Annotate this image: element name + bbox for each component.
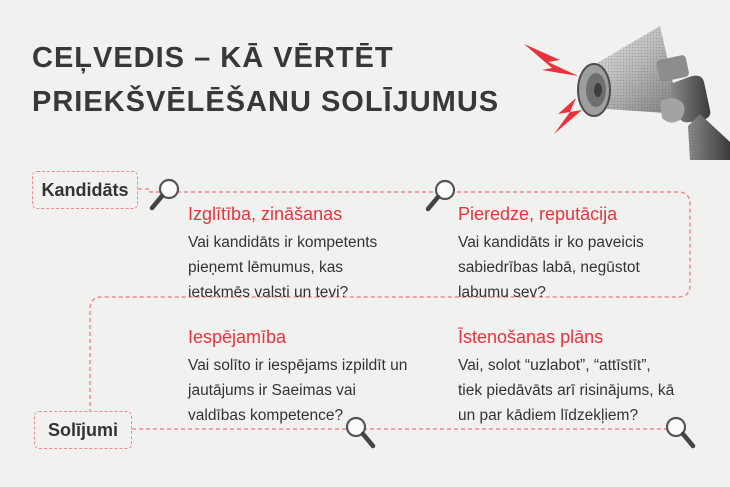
card-text: Vai kandidāts ir ko paveicis sabiedrības labā, negūstot labumu sev? — [458, 234, 644, 301]
lightning-bolt-icon — [554, 98, 582, 134]
card-education — [188, 202, 408, 305]
card-feasibility — [188, 325, 408, 428]
magnifying-glass-icon — [148, 177, 182, 213]
magnifying-glass-icon — [424, 178, 458, 214]
card-heading: Īstenošanas plāns — [458, 327, 604, 347]
card-experience — [458, 202, 678, 305]
candidate-label: Kandidāts — [32, 171, 138, 209]
title-line-1: CEĻVEDIS – KĀ VĒRTĒT — [32, 42, 394, 74]
lightning-bolt-icon — [524, 44, 578, 76]
card-text: Vai solīto ir iespējams izpildīt un jautājums ir Saeimas vai valdības kompetence? — [188, 357, 408, 424]
card-heading: Izglītība, zināšanas — [188, 204, 343, 224]
card-implementation-plan — [458, 325, 678, 428]
magnifying-glass-icon — [662, 414, 698, 450]
card-heading: Iespējamība — [188, 327, 287, 347]
card-text: Vai kandidāts ir kompetents pieņemt lēmumus, kas ietekmēs valsti un tevi? — [188, 234, 378, 301]
title-line-2: PRIEKŠVĒLĒŠANU SOLĪJUMUS — [32, 86, 500, 118]
promises-label: Solījumi — [34, 411, 132, 449]
magnifying-glass-icon — [342, 414, 378, 450]
card-heading: Pieredze, reputācija — [458, 204, 618, 224]
megaphone-icon — [520, 10, 730, 160]
card-text: Vai, solot “uzlabot”, “attīstīt”, tiek piedāvāts arī risinājums, kā un par kādiem līdzekļiem? — [458, 357, 675, 424]
